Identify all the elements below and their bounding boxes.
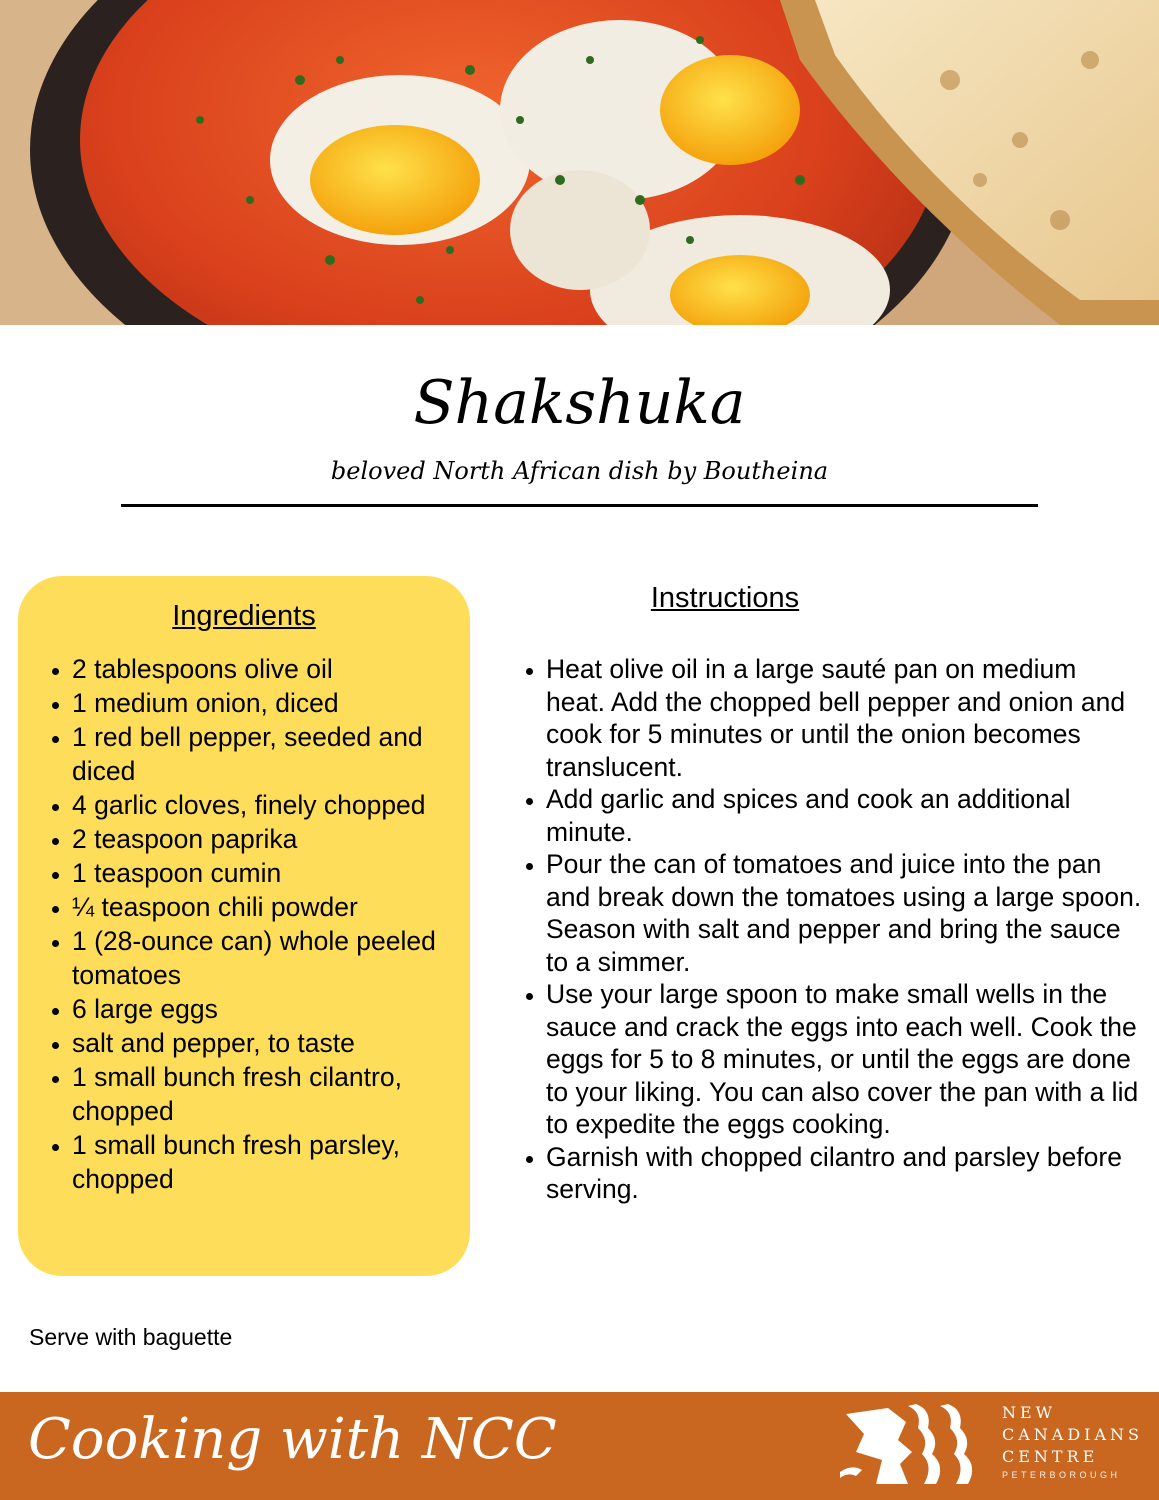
ingredient-item: • 1 (28-ounce can) whole peeled tomatoes <box>72 924 458 992</box>
instructions-heading: Instructions <box>650 582 800 614</box>
ingredient-item: • 2 tablespoons olive oil <box>72 652 458 686</box>
instruction-step: • Add garlic and spices and cook an additional minute. <box>546 783 1142 848</box>
instruction-step: • Pour the can of tomatoes and juice into the pan and break down the tomatoes using a large spoon. Season with salt and pepper and bring the sauce to a simmer. <box>546 848 1142 978</box>
ingredients-heading: Ingredients <box>172 600 316 632</box>
serve-note: Serve with baguette <box>29 1324 233 1350</box>
instruction-step: • Use your large spoon to make small wells in the sauce and crack the eggs into each well. Cook the eggs for 5 to 8 minutes, or until the eggs are done to your liking. You can also cover the pan with a lid to expedite the eggs cooking. <box>546 978 1142 1141</box>
title-divider <box>121 504 1038 507</box>
ncc-line-new: NEW <box>1002 1403 1057 1422</box>
ncc-wordmark <box>1002 1402 1143 1482</box>
ingredient-item: • ¼ teaspoon chili powder <box>72 890 458 924</box>
ncc-line-centre: CENTRE <box>1002 1447 1099 1466</box>
instructions-list <box>502 653 1142 1206</box>
shakshuka-photo <box>0 0 1159 325</box>
ingredient-item: • 2 teaspoon paprika <box>72 822 458 856</box>
instruction-step: • Garnish with chopped cilantro and parsley before serving. <box>546 1141 1142 1206</box>
ingredients-list <box>28 652 458 1196</box>
ncc-line-canadians: CANADIANS <box>1002 1425 1144 1444</box>
ingredients-card <box>18 576 470 1276</box>
ingredient-item: • 1 red bell pepper, seeded and diced <box>72 720 458 788</box>
instruction-step: • Heat olive oil in a large sauté pan on medium heat. Add the chopped bell pepper and onion and cook for 5 minutes or until the onion becomes translucent. <box>546 653 1142 783</box>
ingredient-item: • 4 garlic cloves, finely chopped <box>72 788 458 822</box>
ingredient-item: • 6 large eggs <box>72 992 458 1026</box>
footer-title: Cooking with NCC <box>28 1407 557 1472</box>
recipe-title: Shakshuka <box>413 368 746 438</box>
ingredient-item: • 1 teaspoon cumin <box>72 856 458 890</box>
hero-photo <box>0 0 1159 325</box>
footer-banner <box>0 1392 1159 1500</box>
ncc-line-peterborough: PETERBOROUGH <box>1002 1470 1121 1480</box>
ncc-logo-icon <box>836 1400 986 1492</box>
ingredient-item: • 1 small bunch fresh parsley, chopped <box>72 1128 458 1196</box>
ingredient-item: • 1 small bunch fresh cilantro, chopped <box>72 1060 458 1128</box>
recipe-subtitle: beloved North African dish by Boutheina <box>330 457 829 485</box>
ingredient-item: • 1 medium onion, diced <box>72 686 458 720</box>
ingredient-item: • salt and pepper, to taste <box>72 1026 458 1060</box>
